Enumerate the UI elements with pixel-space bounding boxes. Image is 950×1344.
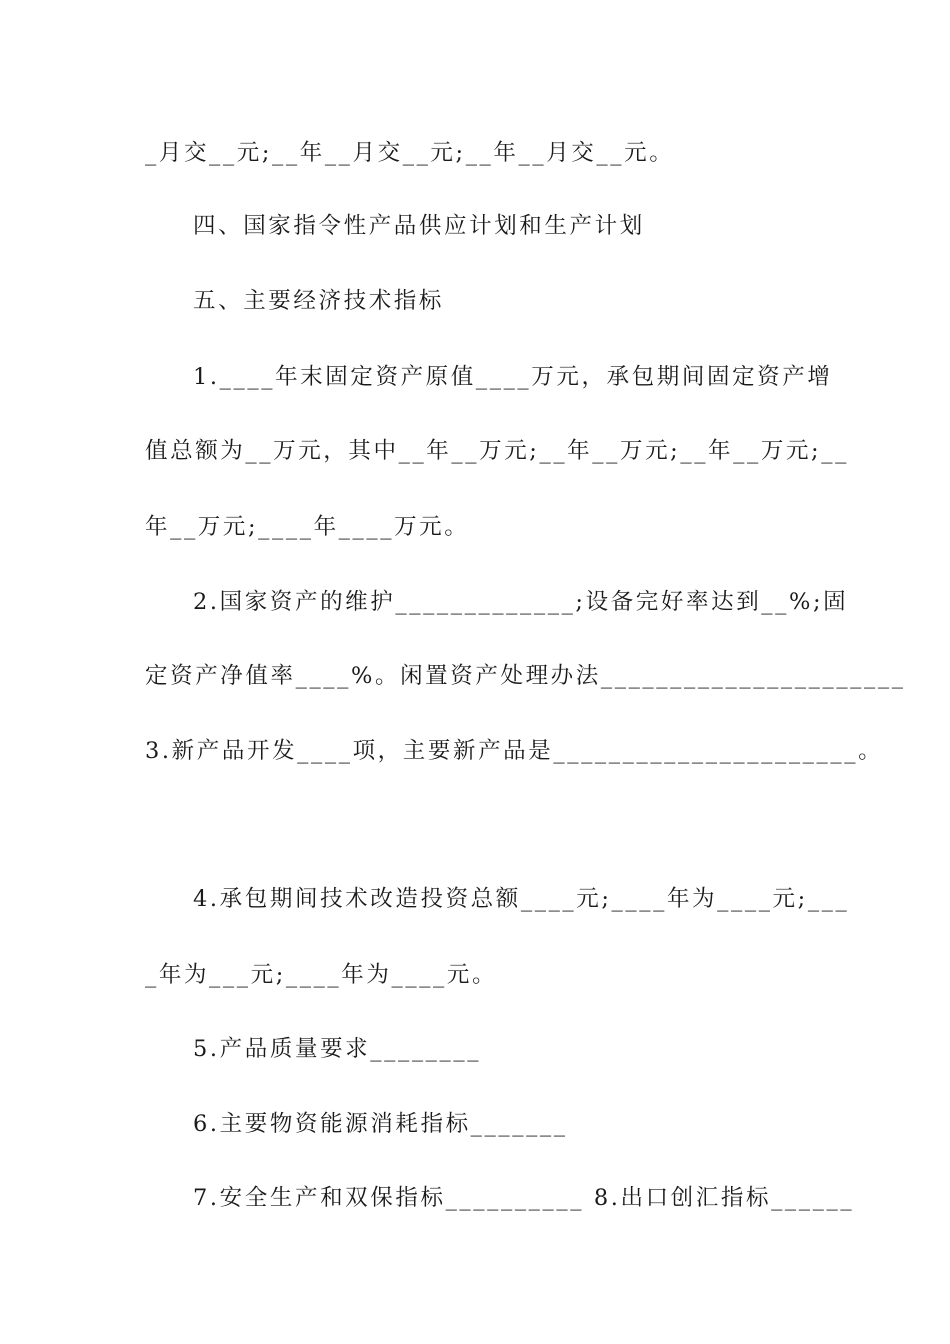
section-four-heading: 四、国家指令性产品供应计划和生产计划 (193, 213, 645, 239)
item-5-line: 5.产品质量要求________ (193, 1036, 482, 1062)
item-2-line-2: 定资产净值率____%。闲置资产处理办法______________________ (145, 663, 906, 689)
item-4-line-2: _年为___元;____年为____元。 (145, 962, 498, 988)
item-6-line: 6.主要物资能源消耗指标_______ (193, 1111, 568, 1137)
item-4-line-1: 4.承包期间技术改造投资总额____元;____年为____元;___ (193, 886, 850, 912)
item-7-8-line: 7.安全生产和双保指标__________ 8.出口创汇指标______ (193, 1185, 855, 1211)
item-3-line: 3.新产品开发____项，主要新产品是______________________。 (145, 738, 884, 764)
item-2-line-1: 2.国家资产的维护_____________;设备完好率达到__%;固 (193, 589, 849, 615)
item-1-line-2: 值总额为__万元，其中__年__万元;__年__万元;__年__万元;__ (145, 438, 849, 464)
item-1-line-3: 年__万元;____年____万元。 (145, 514, 470, 540)
item-1-line-1: 1.____年末固定资产原值____万元，承包期间固定资产增 (193, 364, 833, 390)
section-five-heading: 五、主要经济技术指标 (193, 288, 445, 314)
payment-schedule-line: _月交__元;__年__月交__元;__年__月交__元。 (145, 140, 675, 166)
